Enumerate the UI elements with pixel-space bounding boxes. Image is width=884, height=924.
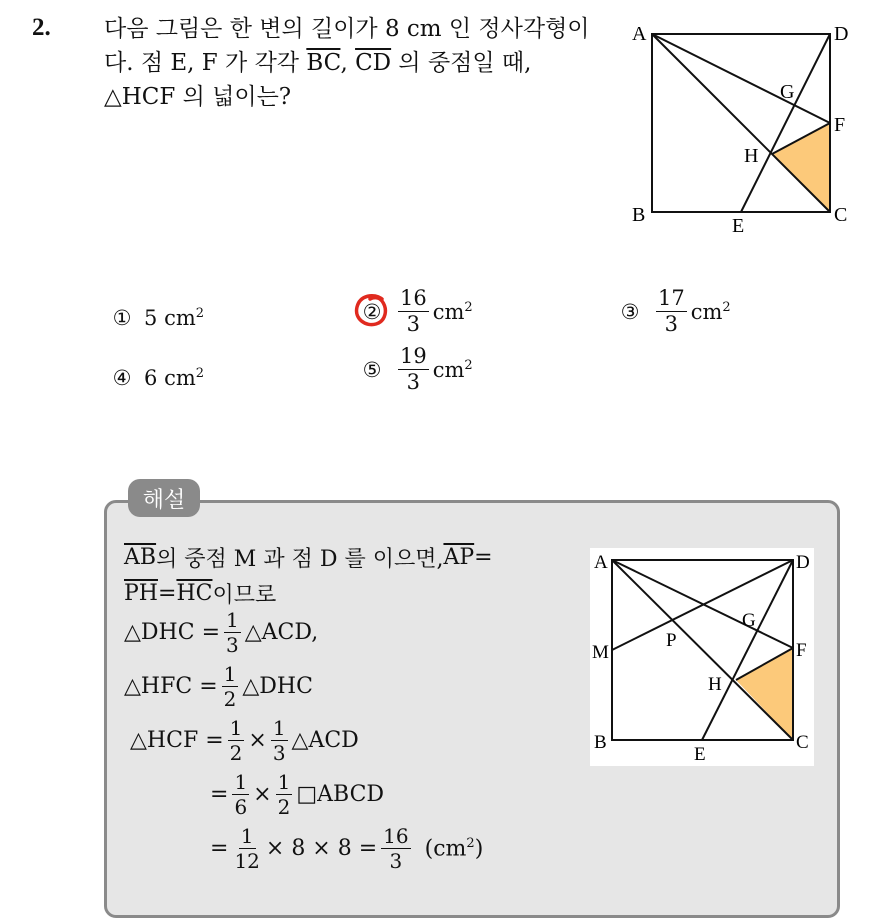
choice-number: ⑤ [362, 357, 382, 382]
label-c: C [834, 204, 848, 226]
label-f: F [834, 114, 846, 136]
explanation-line-4: △HFC = $\frac{1}{2}$ △DHC [124, 662, 313, 711]
fraction: $\frac{19}{3}$ [400, 344, 427, 394]
label-h: H [744, 145, 759, 167]
choice-number: ④ [112, 366, 132, 390]
label-g: G [742, 610, 756, 631]
explanation-line-7: = $\frac{1}{12}$ × 8 × 8 = $\frac{16}{3}$ $(cm^2)$ [210, 824, 484, 873]
explanation-line-1: $\overline{AB}$ 의 중점 M 과 점 D 를 이으면, $\overline{AP}$ = [124, 545, 493, 572]
line-af [652, 34, 830, 123]
question-text: 다음 그림은 한 변의 길이가 8 cm 인 정사각형이다. 점 E, F 가 각각 $\overline{BC}$, $\overline{CD}$ 의 중점일 때, △HCF 의 넓이는? [104, 16, 590, 110]
label-m: M [592, 642, 609, 663]
explanation-line-6: = $\frac{1}{6}$ × $\frac{1}{2}$ □ABCD [210, 770, 385, 819]
red-circle-mark [352, 291, 392, 331]
choice-5[interactable]: ⑤ $\frac{19}{3}$ $cm^2$ [360, 346, 473, 393]
choice-number: ③ [620, 299, 640, 324]
label-f: F [796, 640, 807, 661]
explanation-figure [590, 548, 814, 766]
explanation-line-3: △DHC = $\frac{1}{3}$ △ACD, [124, 608, 319, 657]
question-figure [620, 18, 860, 243]
fraction: $\frac{16}{3}$ [400, 286, 427, 336]
label-p: P [666, 630, 677, 651]
label-c: C [796, 732, 809, 753]
label-b: B [594, 732, 607, 753]
shaded-triangle-hcf [772, 123, 830, 212]
choice-number-selected: ② [360, 300, 384, 324]
label-h: H [708, 674, 722, 695]
label-b: B [632, 204, 646, 226]
segment-bc: $\overline{BC}$ [306, 50, 341, 76]
choice-2[interactable]: ② $\frac{16}{3}$ $cm^2$ [360, 288, 473, 335]
label-g: G [780, 81, 795, 103]
choice-3[interactable]: ③ $\frac{17}{3}$ $cm^2$ [618, 288, 731, 335]
label-d: D [796, 552, 810, 573]
explanation-line-5: △HCF = $\frac{1}{2}$ × $\frac{1}{3}$ △ACD [130, 716, 359, 765]
explanation-tag: 해설 [128, 479, 200, 517]
choice-4[interactable]: ④ 6 $cm^2$ [110, 366, 204, 390]
label-d: D [834, 23, 849, 45]
fraction: $\frac{17}{3}$ [658, 286, 685, 336]
choice-1[interactable]: ① 5 $cm^2$ [110, 306, 204, 330]
label-e: E [732, 215, 745, 237]
explanation-line-2: $\overline{PH}$ = $\overline{HC}$ 이므로 [124, 581, 277, 608]
question-number: 2. [32, 14, 51, 41]
choice-number: ① [112, 306, 132, 330]
label-e: E [694, 744, 706, 765]
line-ac [652, 34, 830, 212]
label-a: A [632, 23, 647, 45]
label-a: A [594, 552, 608, 573]
segment-cd: $\overline{CD}$ [355, 50, 392, 76]
